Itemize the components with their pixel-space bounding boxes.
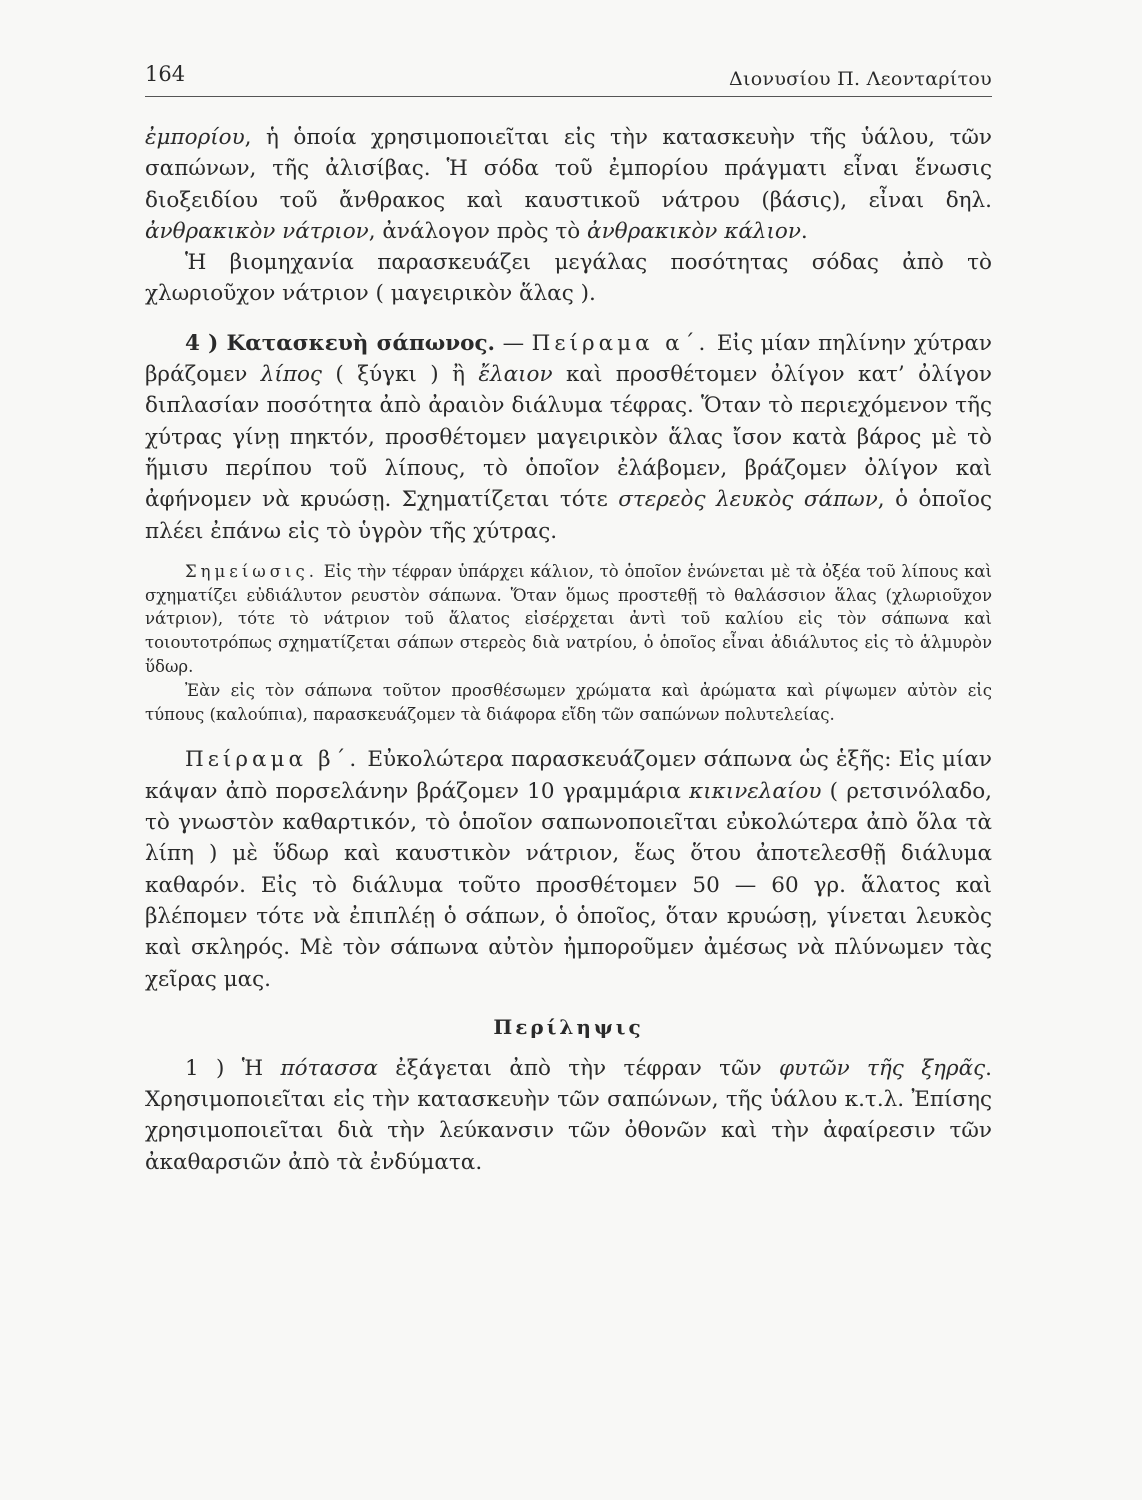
note-paragraph-luxury: Ἐὰν εἰς τὸν σάπωνα τοῦτον προσθέσωμεν χρώματα καὶ ἀρώματα καὶ ρίψωμεν αὐτὸν εἰς τύπους (καλούπια), παρασκευάζομεν τὰ διάφορα εἴδη τῶν σαπώνων πολυτελείας.	[145, 680, 992, 724]
note-paragraph	[145, 560, 992, 679]
running-head: Διονυσίου Π. Λεονταρίτου	[728, 68, 992, 90]
text-span: .	[800, 218, 808, 244]
text-span: . Χρησιμοποιεῖται εἰς τὴν κατασκευὴν τῶν σαπώνων, τῆς ὑάλου κ.τ.λ. Ἐπίσης χρησιμοποιεῖται διὰ τὴν λεύκανσιν τῶν ὀθονῶν καὶ τὴν ἀφαίρεσιν τῶν ἀκαθαρσιῶν ἀπὸ τὰ ἐνδύματα.	[145, 1055, 992, 1175]
experiment-label: Πείραμα β΄.	[185, 747, 361, 773]
italic-term: ἔλαιον	[478, 362, 553, 388]
text-span: , ὁ ὁποῖος πλέει ἐπάνω εἰς τὸ ὑγρὸν τῆς χύτρας.	[145, 487, 992, 544]
italic-term: πότασσα	[280, 1055, 378, 1081]
text-span: ( ρετσινόλαδο, τὸ γνωστὸν καθαρτικόν, τὸ ὁποῖον σαπωνοποιεῖται εὐκολώτερα ἀπὸ ὅλα τὰ λίπη ) μὲ ὕδωρ καὶ καυστικὸν νάτριον, ἕως ὅτου ἀποτελεσθῇ διάλυμα καθαρόν. Εἰς τὸ διάλυμα τοῦτο προσθέτομεν 50 — 60 γρ. ἅλατος καὶ βλέπομεν τότε νὰ ἐπιπλέῃ ὁ σάπων, ὁ ὁποῖος, ὅταν κρυώσῃ, γίνεται λευκὸς καὶ σκληρός. Μὲ τὸν σάπωνα αὐτὸν ἠμποροῦμεν ἀμέσως νὰ πλύνωμεν τὰς χεῖρας μας.	[145, 778, 993, 992]
section-soap-making	[145, 328, 992, 547]
text-span: , ἀνάλογον πρὸς τὸ	[368, 218, 588, 244]
text-span: ἐξάγεται ἀπὸ τὴν τέφραν τῶν	[377, 1055, 780, 1081]
italic-term: ἀνθρακικὸν κάλιον	[587, 218, 801, 244]
italic-term: στερεὸς λευκὸς σάπων	[618, 487, 878, 513]
page-header	[145, 56, 992, 97]
page-body	[145, 122, 992, 1178]
text-span: —	[495, 330, 532, 356]
italic-term: κικινελαίου	[689, 778, 822, 804]
text-span: Εὐκολώτερα παρασκευάζομεν σάπωνα ὡς ἑξῆς: Εἰς μίαν κάψαν ἀπὸ πορσελάνην βράζομεν 10 γραμμάρια	[145, 747, 992, 804]
paragraph-industry: Ἡ βιομηχανία παρασκευάζει μεγάλας ποσότητας σόδας ἀπὸ τὸ χλωριοῦχον νάτριον ( μαγειρικὸν ἅλας ).	[145, 250, 992, 307]
italic-term: ἐμπορίου	[145, 125, 245, 150]
paragraph-soda	[145, 122, 992, 247]
note-label: Σημείωσις.	[185, 561, 318, 581]
text-span: , ἡ ὁποία χρησιμοποιεῖται εἰς τὴν κατασκευὴν τῆς ὑάλου, τῶν σαπώνων, τῆς ἀλισίβας. Ἡ σόδα τοῦ ἐμπορίου πράγματι εἶναι ἕνωσις διοξειδίου τοῦ ἄνθρακος καὶ καυστικοῦ νάτρου (βάσις), εἶναι δηλ.	[145, 125, 992, 213]
page-number: 164	[145, 62, 186, 86]
italic-term: ἀνθρακικὸν νάτριον	[145, 218, 369, 244]
experiment-label: Πείραμα α΄.	[531, 330, 710, 356]
section-heading: 4 ) Κατασκευὴ σάπωνος.	[185, 330, 496, 356]
text-span: καὶ προσθέτομεν ὀλίγον κατ’ ὀλίγον διπλασίαν ποσότητα ἀπὸ ἀραιὸν διάλυμα τέφρας. Ὅταν τὸ περιεχόμενον τῆς χύτρας γίνῃ πηκτόν, προσθέτομεν μαγειρικὸν ἅλας ἴσον κατὰ βάρος μὲ τὸ ἥμισυ περίπου τοῦ λίπους, τὸ ὁποῖον ἐλάβομεν, βράζομεν ὀλίγον καὶ ἀφήνομεν νὰ κρυώσῃ. Σχηματίζεται τότε	[145, 362, 992, 513]
text-span: ( ξύγκι ) ἢ	[321, 362, 479, 388]
text-span: 1 ) Ἡ	[185, 1055, 281, 1081]
text-span: Εἰς τὴν τέφραν ὑπάρχει κάλιον, τὸ ὁποῖον ἑνώνεται μὲ τὰ ὀξέα τοῦ λίπους καὶ σχηματίζει εὐδιάλυτον ρευστὸν σάπωνα. Ὅταν ὅμως προστεθῇ τὸ θαλάσσιον ἅλας (χλωριοῦχον νάτριον), τότε τὸ νάτριον τοῦ ἅλατος εἰσέρχεται ἀντὶ τοῦ καλίου εἰς τὸν σάπωνα καὶ τοιουτοτρόπως σχηματίζεται σάπων στερεὸς διὰ νατρίου, ὁ ὁποῖος εἶναι ἀδιάλυτος εἰς τὸ ἁλμυρὸν ὕδωρ.	[145, 561, 992, 677]
summary-heading: Περίληψις	[493, 1014, 644, 1039]
summary-item-1	[145, 1053, 992, 1178]
italic-term: φυτῶν τῆς ξηρᾶς	[779, 1055, 986, 1081]
experiment-b-paragraph	[145, 744, 992, 994]
italic-term: λίπος	[260, 362, 322, 388]
text-span: Εἰς μίαν πηλίνην χύτραν βράζομεν	[145, 330, 993, 388]
